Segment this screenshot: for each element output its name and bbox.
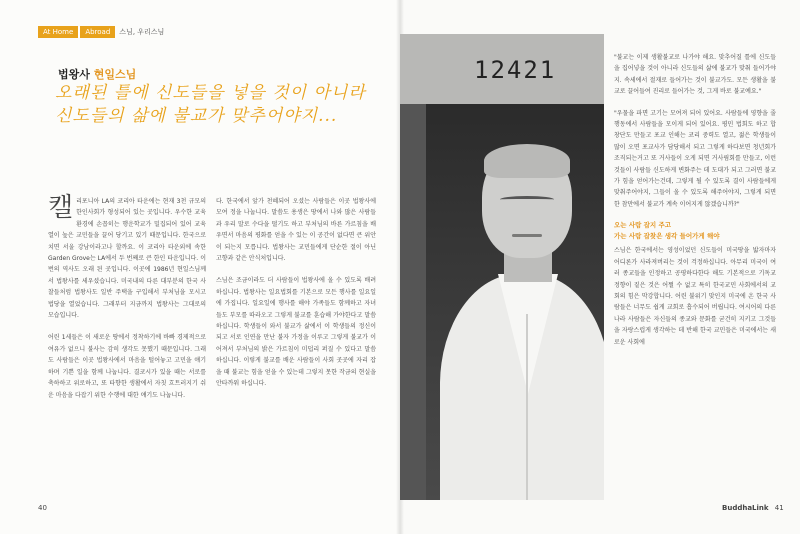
monk-mouth <box>512 234 542 237</box>
section-tabs <box>38 26 164 38</box>
page-footer-right <box>722 504 784 512</box>
paragraph: 어린 1세들은 이 새로운 땅에서 정착하기에 바빠 경제적으로 여유가 없으니 불사는 감히 생각도 못했기 때문입니다. 그래도 사람들은 이곳 법왕사에서 마음을 털어놓고 고민을 얘기하며 기쁜 일을 함께 나눕니다. 결코시가 있을 때는 서로를 축하하고 위로하고, 또 타향한 생활에서 자칫 흐트러지기 쉬운 마음을 다잡기 위한 수행에 대한 얘기도 나눕니다. <box>48 334 206 399</box>
paragraph: 스님은 조금이라도 더 사람들이 법왕사에 올 수 있도록 배려하십니다. 법왕사는 일요법회를 기본으로 모든 행사를 일요일에 가집니다. 일요일에 행사를 해야 가족들도 함께하고 자녀들도 부모를 따라오고 그렇게 불교를 훈습해 가야한다고 말씀하십니다. 학생들이 와서 불교가 삶에서 이 학생들의 정신이 되고 서로 인연을 만난 불자 가정을 이루고 그렇게 불교가 이어져서 부처님의 밝은 가르침이 미덥리 퍼질 수 있다고 말씀하십니다. 이렇게 불교를 배운 사람들이 사회 곳곳에 자리 잡을 때 불교는 힘을 얻을 수 있는데 그렇지 못한 작금의 현실을 안타까워 하십니다. <box>216 277 376 388</box>
body-column-1 <box>48 193 206 412</box>
drop-cap: 캘 <box>48 193 74 223</box>
address-number: 12421 <box>474 56 557 84</box>
tab-at-home[interactable]: At Home <box>38 26 78 38</box>
paragraph-text: 리포니아 LA의 코리아 타운에는 현재 3천 규모의 한인사회가 형성되어 있는 곳입니다. 우수한 교육환경에 손꼽히는 행운학교가 밀집되어 있어 교육열이 높은 교민들을 끌어 당기고 있기 때문입니다. 한국으로 치면 서울 강남이라고나 할까요. 이 코리아 타운외에 속한 Garden Grove는 LA에서 두 번째로 큰 한인 타운입니다. 이번의 역사도 오래 된 곳입니다. 이곳에 1986년 현일스님께서 법왕사를 세우셨습니다. 미국내의 다른 대부분의 한국 사찰들처럼 법왕사도 일반 주택을 구입해서 부처님을 모시고 법당을 열었습니다. 그래부터 지금까지 법왕사는 그대로의 모습입니다. <box>48 198 206 320</box>
page-number-right: 41 <box>774 504 784 512</box>
quote-paragraph: "불교는 이제 생활불교로 나가야 해요. 맞추어질 틀에 신도들을 집어넣을 것이 아니라 신도들의 삶에 불교가 맞춰 들어가야지. 속세에서 절재로 들어가는 것이 불교가도. 모든 생활을 불교로 끌어들여 진리로 들어가는 것, 그게 바로 불교예요." <box>614 54 776 96</box>
headline-line-2: 신도들의 삶에 불교가 맞추어야지... <box>55 106 338 126</box>
magazine-brand: BuddhaLink <box>722 504 769 512</box>
body-column-3 <box>614 52 776 358</box>
headline-line-1: 오래된 틀에 신도들을 넣을 것이 아니라 <box>55 83 366 103</box>
monk-portrait-photo <box>400 34 604 500</box>
article-kicker <box>58 66 136 82</box>
kicker-monk-name: 현일스님 <box>93 68 137 81</box>
paragraph <box>48 193 206 321</box>
body-column-2 <box>216 196 376 401</box>
tab-abroad[interactable]: Abroad <box>80 26 115 38</box>
subheading <box>614 220 776 241</box>
kicker-temple: 법왕사 <box>58 68 90 81</box>
subheading-line-2: 가는 사람 잡찾은 생각 들어가게 해야 <box>614 231 720 240</box>
photo-pillar <box>400 104 426 500</box>
paragraph: 스님은 한국에서는 영성이었던 신도들이 미국땅을 밟자마자 어디론가 사라져버리는 것이 걱정하십니다. 아무리 미국이 여러 종교들을 인정하고 공평하다한다 해도 기본적으로 기독교 정향이 짙은 것은 어쩔 수 없고 특히 한국교민 사회에서의 교회의 힘은 막강합니다. 어린 불위기 맞인지 미국에 온 한국 사람들은 너무도 쉽게 교회로 흡수되어 버립니다. 여시어의 다른 나라 사람들은 자신들의 종교와 문화를 굳건히 지키고 그것들을 자랑스럽게 생각하는 데 반해 한국 교민들은 미국에서는 새로운 사회에 <box>614 247 776 346</box>
monk-hair <box>484 144 570 178</box>
article-headline <box>55 82 385 128</box>
monk-eyes <box>500 196 554 203</box>
quote-paragraph: "우물을 파면 고기는 모여져 되어 있어요. 사람들에 영향을 줄 행동에서 사람들을 모이게 되어 있어요. 평민 법회도 하고 합창단도 만들고 포교 인해는 코리 중력도 열고, 젊은 학생들이 많이 오면 포교사가 담당해서 되고 그렇게 하다보면 청년회가 조직되는거고 또 거사들이 오게 되면 거사림회를 만들고, 이런 것들이 사람들 신도하게 변화주는 데 도대가 되고 그러면 불교가 힘을 얻어가는건데, 그렇게 될 수 있도록 결이 사람들에게 맞춰주어야지, 그들이 올 수 있도록 해주어야지, 그렇게 되면 한 참만에서 불교가 계속 이어지게 않겠습니까?" <box>614 109 776 208</box>
breadcrumb: 스님, 우리스님 <box>119 28 165 36</box>
subheading-line-1: 오는 사람 잡지 주고 <box>614 221 672 230</box>
robe-fold <box>526 314 528 500</box>
page-number-left: 40 <box>38 504 47 512</box>
paragraph: 다. 한국에서 앞가 천혜되어 오셨는 사람들은 이곳 법왕사에 모여 정을 나눕니다. 말씀도 용생은 땅에서 나와 많은 사람들과 우리 말로 수다을 떨기도 하고 부처님의 바른 가르침을 배우면서 마음의 평화를 얻을 수 있는 이 공간이 없다면 큰 위안이 되는지 모릅니다. 법왕사는 교민들에게 단순한 절이 아닌 고향과 같은 안식처입니다. <box>216 198 376 263</box>
